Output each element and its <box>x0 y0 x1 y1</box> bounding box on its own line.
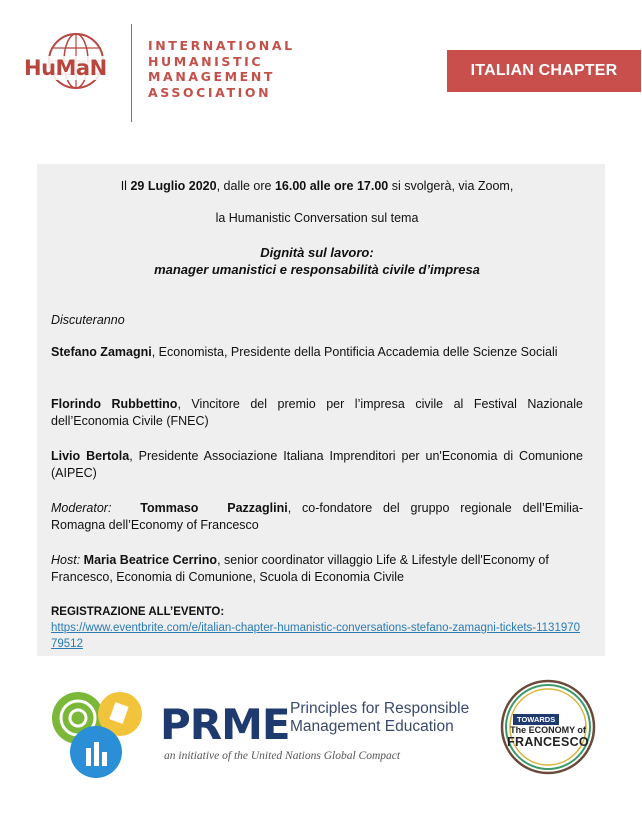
intro-line <box>51 178 583 195</box>
human-logo <box>22 30 134 92</box>
logo-wordmark: HuMaN <box>24 56 107 80</box>
speaker-name: Livio Bertola <box>51 449 130 463</box>
registration-link[interactable]: https://www.eventbrite.com/e/italian-chapter-humanistic-conversations-stefano-zamagni-tickets-113197079512 <box>51 622 581 650</box>
host-name: Maria Beatrice Cerrino <box>83 553 218 567</box>
prme-initiative: an initiative of the United Nations Global Compact <box>164 750 401 762</box>
intro-suffix: si svolgerà, via Zoom, <box>388 179 514 193</box>
footer-logos <box>0 672 642 792</box>
moderator <box>51 500 583 533</box>
eof-line-1: The ECONOMY of <box>510 725 586 735</box>
host <box>51 552 583 585</box>
speaker-desc: , Presidente Associazione Italiana Imprenditori per un'Economia di Comunione (AIPEC) <box>51 449 583 480</box>
event-date: 29 Luglio 2020 <box>130 179 217 193</box>
speaker-desc: , Vincitore del premio per l’impresa civile al Festival Nazionale dell’Economia Civile (FNEC) <box>51 397 583 428</box>
event-time: 16.00 alle ore 17.00 <box>274 179 389 193</box>
header-divider <box>131 24 132 122</box>
prme-emblem-icon <box>40 682 152 782</box>
title-line-1: Dignità sul lavoro: <box>260 245 374 260</box>
eof-towards: TOWARDS <box>513 714 559 725</box>
economy-of-francesco-logo <box>499 678 597 776</box>
registration-label: REGISTRAZIONE ALL’EVENTO: <box>51 606 225 618</box>
org-line-1: INTERNATIONAL <box>148 38 295 53</box>
speaker-desc: , Economista, Presidente della Pontificia Accademia delle Scienze Sociali <box>151 345 558 359</box>
host-desc: , senior coordinator villaggio Life & Lifestyle dell'Economy of Francesco, Economia di Comunione, Scuola di Economia Civile <box>51 553 549 584</box>
org-line-2: HUMANISTIC <box>148 53 264 69</box>
event-box <box>37 164 605 656</box>
intro-mid: , dalle ore <box>216 179 275 193</box>
host-label: Host: <box>51 553 81 567</box>
org-name <box>148 38 295 100</box>
speaker-3 <box>51 448 583 481</box>
discussants-label: Discuteranno <box>51 313 125 327</box>
title-line-2: manager umanistici e responsabilità civile d’impresa <box>154 262 480 277</box>
intro-prefix: Il <box>120 179 131 193</box>
prme-wordmark: PRME <box>160 700 290 749</box>
moderator-desc: , co-fondatore del gruppo regionale dell’Emilia-Romagna dell’Economy of Francesco <box>51 501 584 532</box>
org-line-3: MANAGEMENT <box>148 69 276 84</box>
moderator-label: Moderator: <box>51 501 112 515</box>
prme-line-2: Management Education <box>290 718 454 735</box>
prme-line-1: Principles for Responsible <box>290 700 470 717</box>
org-line-4: ASSOCIATION <box>148 84 272 100</box>
moderator-name: Tommaso Pazzaglini <box>140 501 288 515</box>
conversation-line: la Humanistic Conversation sul tema <box>215 211 419 225</box>
speaker-name: Stefano Zamagni <box>51 345 152 359</box>
chapter-badge: ITALIAN CHAPTER <box>447 50 641 92</box>
event-title <box>51 244 583 278</box>
speaker-name: Florindo Rubbettino <box>51 397 178 411</box>
eof-line-2: FRANCESCO <box>507 735 589 749</box>
prme-subtitle <box>290 700 469 736</box>
speaker-1 <box>51 344 583 361</box>
speaker-2 <box>51 396 583 429</box>
